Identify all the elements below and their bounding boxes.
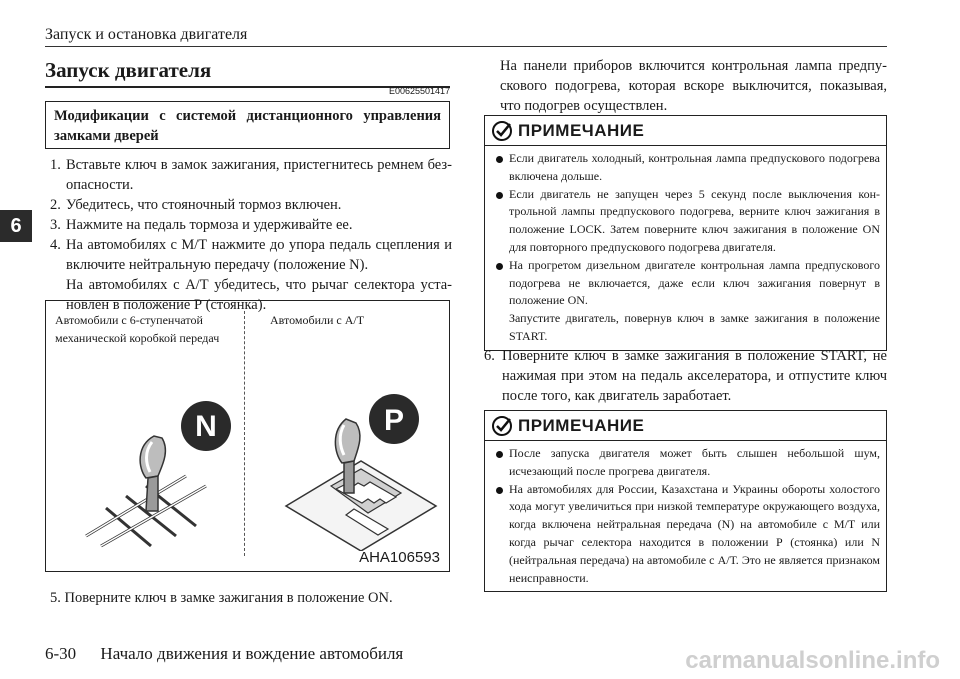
modifications-box: Модификации с системой дистанционного управления замками дверей <box>45 101 450 149</box>
step-number: 1. <box>50 157 61 173</box>
step-text: Поверните ключ в замке зажигания в положение ON. <box>64 590 393 606</box>
note-continuation: Запустите двигатель, повернув ключ в замке зажигания в положение START. <box>509 311 880 343</box>
note-heading-text: ПРИМЕЧАНИЕ <box>518 120 645 140</box>
note-item: После запуска двигателя может быть слышен небольшой шум, исчезающий после прогрева двигателя. <box>495 445 880 481</box>
page-number: 6-30 <box>45 644 77 663</box>
note-item: Если двигатель не запущен через 5 секунд после выключения контрольной лампы предпускового подогрева, верните ключ зажигания в положение LOCK. Затем поверните ключ зажигания в положение ON для повторного предпускового подогрева двигателя. <box>495 186 880 257</box>
figure-code: AHA106593 <box>359 549 440 566</box>
section-title: Запуск двигателя <box>45 56 450 88</box>
step-number: 3. <box>50 217 61 233</box>
figure-caption-mt: Автомобили с 6-ступенчатой механической коробкой передач <box>55 313 220 345</box>
step-number: 2. <box>50 197 61 213</box>
note-heading <box>485 116 886 146</box>
step-text: Поверните ключ в замке зажигания в положение START, не нажимая при этом на педаль акселератора, и отпустите ключ после того, как двигатель заработает. <box>502 348 887 404</box>
page-footer <box>45 644 403 664</box>
step-6 <box>484 346 887 406</box>
park-badge: P <box>383 404 405 437</box>
note-box-2 <box>484 410 887 592</box>
step-number: 5. <box>50 590 61 606</box>
watermark: carmanualsonline.info <box>685 647 940 674</box>
note-icon <box>491 415 513 437</box>
note-heading-text: ПРИМЕЧАНИЕ <box>518 415 645 435</box>
note-item: Если двигатель холодный, контрольная лампа предпускового подогрева включена дольше. <box>495 150 880 186</box>
header-rule <box>45 46 887 47</box>
automatic-shifter-illustration <box>276 391 451 551</box>
step-number: 4. <box>50 237 61 253</box>
step-1 <box>50 155 452 195</box>
figure-divider <box>244 311 245 556</box>
step-text: На автомобилях с М/Т нажмите до упора педаль сцепления и включите нейтральную передачу (положение N). <box>66 237 452 273</box>
step-number: 6. <box>484 348 495 364</box>
manual-shifter-illustration <box>66 396 241 556</box>
footer-chapter-title: Начало движения и вождение автомобиля <box>100 644 404 663</box>
note-heading <box>485 411 886 441</box>
step-text: Убедитесь, что стояночный тормоз включен. <box>66 197 342 213</box>
step-5 <box>50 590 393 607</box>
step-text: Нажмите на педаль тормоза и удерживайте ее. <box>66 217 353 233</box>
step-4-extra: На автомобилях с А/Т убедитесь, что рычаг селектора установлен в положение Р (стоянка). <box>66 277 452 313</box>
step-2 <box>50 195 452 215</box>
gearshift-figure <box>45 300 450 572</box>
section-code: E00625501417 <box>388 86 450 96</box>
note-item: На прогретом дизельном двигателе контрольная лампа предпускового подогрева не включается, даже если ключ зажигания повернут в положение ON. <box>495 257 880 310</box>
steps-list <box>50 155 452 315</box>
note-box-1 <box>484 115 887 351</box>
note-icon <box>491 120 513 142</box>
page-header-title: Запуск и остановка двигателя <box>45 26 248 43</box>
neutral-badge: N <box>195 410 217 443</box>
preheat-paragraph: На панели приборов включится контрольная лампа предпускового подогрева, которая вскоре выключится, показывая, что подогрев осуществлен. <box>500 58 887 114</box>
step-6-container <box>484 346 887 406</box>
step-text: Вставьте ключ в замок зажигания, пристегнитесь ремнем безопасности. <box>66 157 452 193</box>
note-item: На автомобилях для России, Казахстана и Украины обороты холостого хода могут увеличиться при низкой температуре окружающего воздуха, когда включена нейтральная передача (N) на автомобиле с М/Т или когда рычаг селектора находится в положении Р (стоянка) или N (нейтральная передача) на автомобиле с А/Т. Это не является признаком неисправности. <box>495 481 880 588</box>
note-body <box>485 146 886 350</box>
step-3 <box>50 215 452 235</box>
figure-caption-at: Автомобили с А/Т <box>270 313 365 327</box>
chapter-tab: 6 <box>0 210 32 242</box>
note-body <box>485 441 886 591</box>
